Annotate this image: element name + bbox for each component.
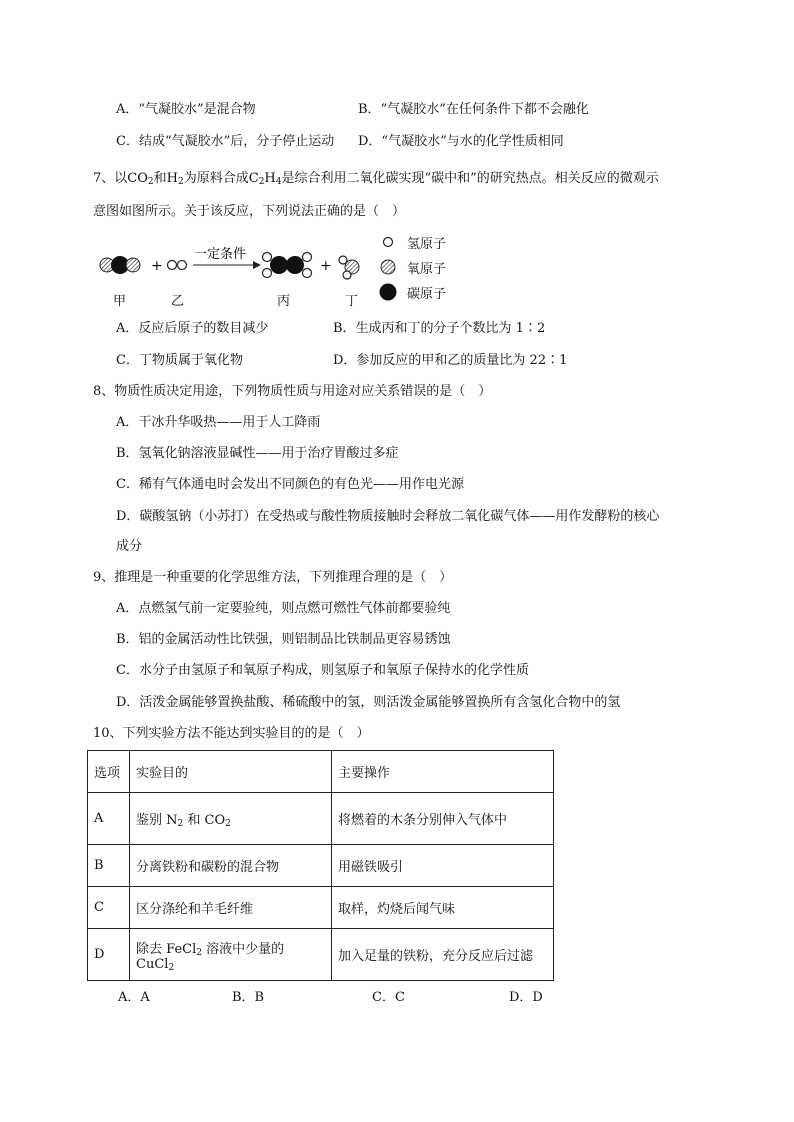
q8-option-d-line2: 成分 (116, 539, 143, 554)
q10-option-a: A．A (118, 990, 150, 1005)
q9-option-a: A．点燃氢气前一定要验纯，则点燃可燃性气体前都要验纯 (116, 601, 451, 616)
q10-option-c: C．C (372, 990, 405, 1005)
legend-carbon: 碳原子 (379, 282, 446, 302)
header-option: 选项 (88, 751, 130, 793)
q9-stem: 9、推理是一种重要的化学思维方法，下列推理合理的是（ ） (93, 570, 453, 585)
q8-stem: 8、物质性质决定用途，下列物质性质与用途对应关系错误的是（ ） (93, 384, 492, 399)
experiment-table (87, 750, 554, 981)
cell-option: D (88, 929, 130, 981)
label-jia: 甲 (113, 294, 127, 309)
q9-option-c: C．水分子由氢原子和氧原子构成，则氢原子和氧原子保持水的化学性质 (116, 663, 529, 678)
molecule-yi (168, 261, 187, 270)
atom-legend (379, 232, 489, 302)
cell-option: A (88, 793, 130, 845)
q10-stem: 10、下列实验方法不能达到实验目的的是（ ） (93, 726, 370, 741)
header-operation: 主要操作 (332, 751, 554, 793)
arrow-label: 一定条件 (194, 247, 247, 262)
oxygen-atom-icon (379, 258, 397, 276)
q7-stem-line1: 7、以$CO_2$和$H_2$为原料合成$C_2H_4$是综合利用二氧化碳实现“碳中和”的研究热点。相关反应的微观示 (93, 171, 659, 187)
cell-operation: 用磁铁吸引 (332, 845, 554, 887)
q7-option-a: A．反应后原子的数目减少 (116, 321, 269, 336)
cell-goal: 除去 FeCl$_2$ 溶液中少量的 CuCl$_2$ (130, 929, 332, 981)
q9-option-b: B．铝的金属活动性比铁强，则铝制品比铁制品更容易锈蚀 (116, 632, 451, 647)
hydrogen-atom-icon (379, 233, 397, 251)
molecule-bing (263, 253, 312, 278)
table-row (88, 793, 554, 845)
legend-oxygen: 氧原子 (379, 257, 446, 277)
header-goal: 实验目的 (130, 751, 332, 793)
q10-option-d: D．D (509, 990, 543, 1005)
label-yi: 乙 (171, 294, 185, 309)
q8-option-b: B．氢氧化钠溶液显碱性——用于治疗胃酸过多症 (116, 446, 399, 461)
plus-sign-2: + (320, 258, 332, 274)
cell-option: B (88, 845, 130, 887)
cell-operation: 将燃着的木条分别伸入气体中 (332, 793, 554, 845)
cell-operation: 加入足量的铁粉，充分反应后过滤 (332, 929, 554, 981)
q7-option-d: D．参加反应的甲和乙的质量比为 22∶1 (333, 353, 568, 368)
reaction-arrow (193, 261, 261, 269)
table-row (88, 845, 554, 887)
q8-option-c: C．稀有气体通电时会发出不同颜色的有色光——用作电光源 (116, 477, 464, 492)
carbon-atom-icon (379, 283, 397, 301)
legend-hydrogen: 氢原子 (379, 232, 446, 252)
q8-option-d-line1: D．碳酸氢钠（小苏打）在受热或与酸性物质接触时会释放二氧化碳气体——用作发酵粉的核心 (116, 509, 660, 524)
q7-stem-line2: 意图如图所示。关于该反应，下列说法正确的是（ ） (93, 204, 406, 219)
q10-option-b: B．B (232, 990, 265, 1005)
plus-sign-1: + (151, 258, 163, 274)
cell-goal: 鉴别 $N_2$ 和 $CO_2$ (130, 793, 332, 845)
q6-option-c: C．结成“气凝胶水”后，分子停止运动 (116, 134, 335, 149)
table-row (88, 887, 554, 929)
q6-option-b: B．“气凝胶水”在任何条件下都不会融化 (358, 102, 589, 117)
q9-option-d: D．活泼金属能够置换盐酸、稀硫酸中的氢，则活泼金属能够置换所有含氢化合物中的氢 (116, 695, 621, 710)
q7-option-c: C．丁物质属于氧化物 (116, 353, 243, 368)
cell-option: C (88, 887, 130, 929)
table-row (88, 929, 554, 981)
cell-goal: 分离铁粉和碳粉的混合物 (130, 845, 332, 887)
q6-option-a: A．“气凝胶水”是混合物 (116, 102, 256, 117)
q6-option-d: D．“气凝胶水”与水的化学性质相同 (358, 134, 564, 149)
cell-operation: 取样，灼烧后闻气味 (332, 887, 554, 929)
molecule-jia (100, 256, 140, 274)
label-ding: 丁 (345, 294, 359, 309)
molecule-ding (339, 256, 359, 279)
label-bing: 丙 (277, 294, 291, 309)
q8-option-a: A．干冰升华吸热——用于人工降雨 (116, 415, 321, 430)
q7-option-b: B．生成丙和丁的分子个数比为 1∶2 (333, 321, 546, 336)
table-header-row (88, 751, 554, 793)
cell-goal: 区分涤纶和羊毛纤维 (130, 887, 332, 929)
